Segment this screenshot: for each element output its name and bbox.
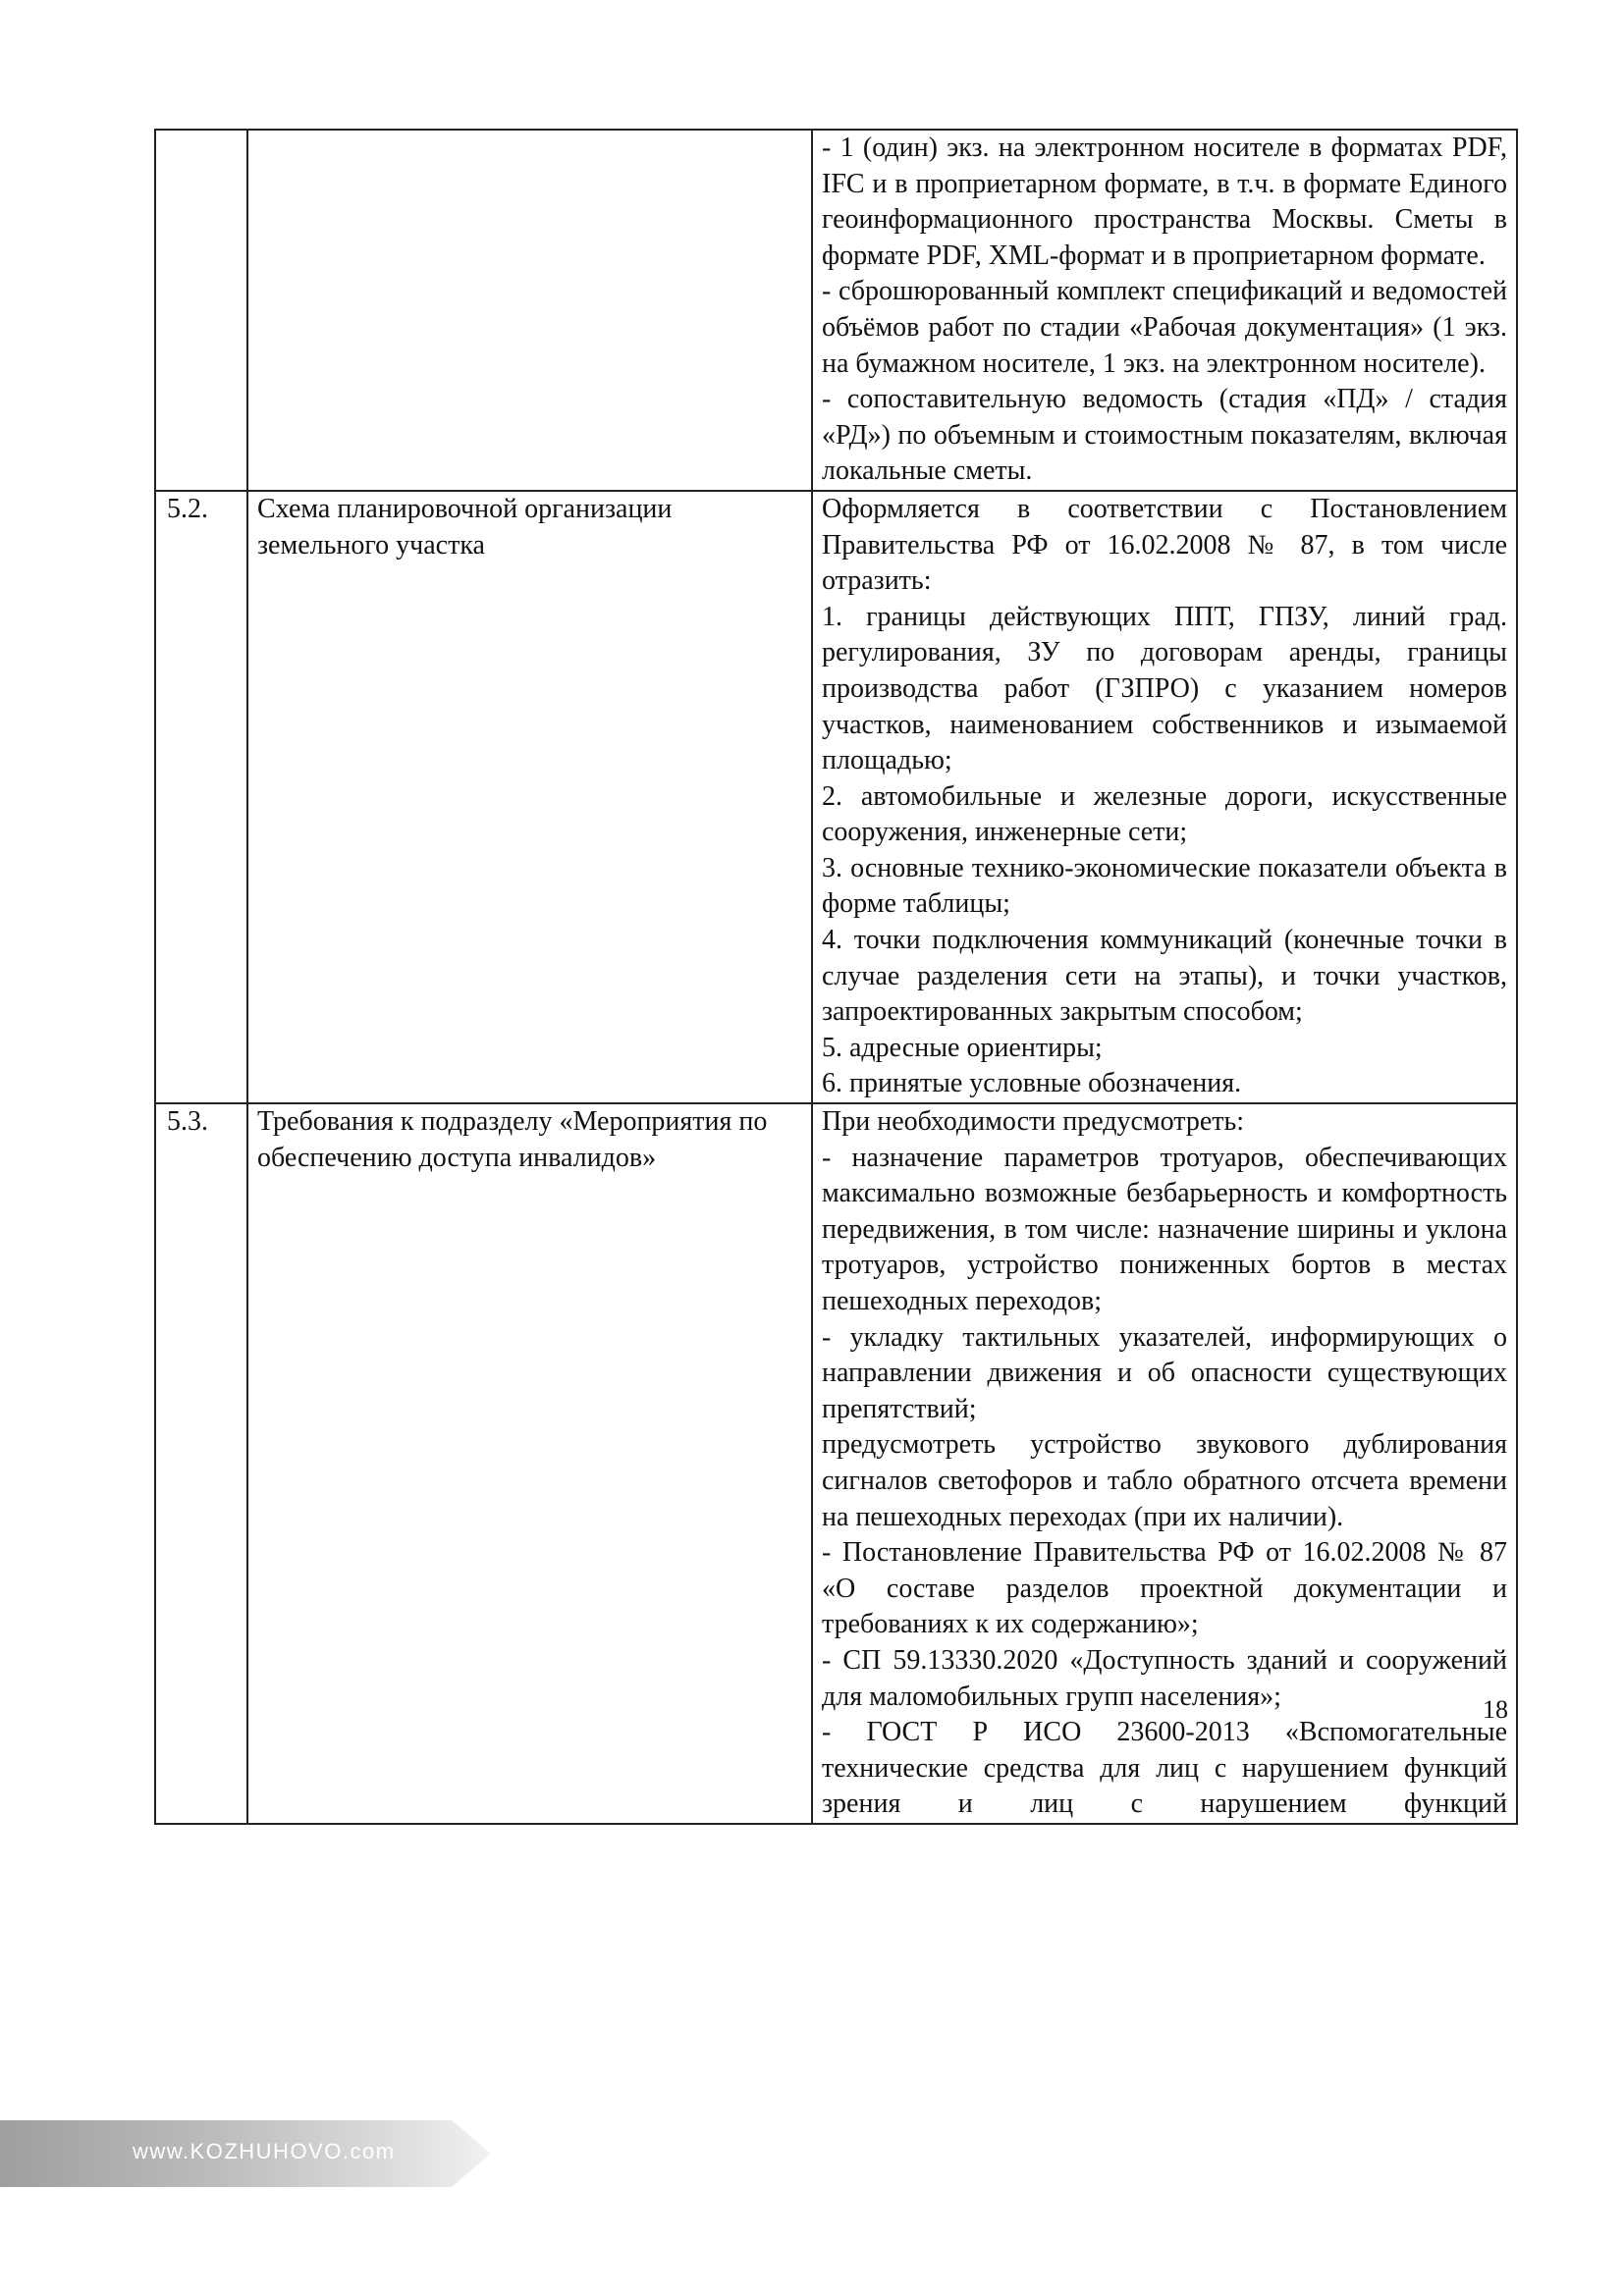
list-item: 1. границы действующих ППТ, ГПЗУ, линий град. регулирования, ЗУ по договорам аренды, границы производства работ (ГЗПРО) с указанием номеров участков, наименованием собственников и изымаемой площадью; [822,601,1507,776]
row-title: Схема планировочной организации земельного участка [247,491,812,1103]
site-banner-text: www.KOZHUHOVO.com [133,2139,396,2163]
list-item: - СП 59.13330.2020 «Доступность зданий и сооружений для маломобильных групп населения»; [822,1644,1507,1712]
list-item: 6. принятые условные обозначения. [822,1068,1242,1099]
table-row [155,491,1517,1103]
paragraph: - сопоставительную ведомость (стадия «ПД» / стадия «РД») по объемным и стоимостным показателям, включая локальные сметы. [822,384,1507,487]
row-content [812,491,1517,1103]
list-item: - Постановление Правительства РФ от 16.02.2008 № 87 «О составе разделов проектной документации и требованиях к их содержанию»; [822,1537,1507,1640]
paragraph: Оформляется в соответствии с Постановлением Правительства РФ от 16.02.2008 № 87, в том числе отразить: [822,493,1507,597]
row-number [155,130,247,491]
page-number: 18 [1483,1695,1508,1724]
row-content [812,1103,1517,1824]
table-row [155,130,1517,491]
paragraph: - 1 (один) экз. на электронном носителе в форматах PDF, IFC и в проприетарном формате, в т.ч. в формате Единого геоинформационного пространства Москвы. Сметы в формате PDF, XML-формат и в проприетарном формате. [822,133,1507,271]
row-title [247,130,812,491]
requirements-table [154,129,1518,1825]
paragraph: При необходимости предусмотреть: [822,1106,1245,1138]
list-item: - укладку тактильных указателей, информирующих о направлении движения и об опасности существующих препятствий; [822,1321,1507,1424]
paragraph: предусмотреть устройство звукового дублирования сигналов светофоров и табло обратного отсчета времени на пешеходных переходах (при их наличии). [822,1429,1507,1532]
list-item: - ГОСТ Р ИСО 23600-2013 «Вспомогательные технические средства для лиц с нарушением функций зрения и лиц с нарушением функций [822,1717,1507,1820]
list-item: 2. автомобильные и железные дороги, искусственные сооружения, инженерные сети; [822,780,1507,848]
row-title: Требования к подразделу «Мероприятия по обеспечению доступа инвалидов» [247,1103,812,1824]
list-item: 5. адресные ориентиры; [822,1032,1103,1063]
list-item: - назначение параметров тротуаров, обеспечивающих максимально возможные безбарьерность и комфортность передвижения, в том числе: назначение ширины и уклона тротуаров, устройство пониженных бортов в местах пешеходных переходов; [822,1142,1507,1316]
list-item: 3. основные технико-экономические показатели объекта в форме таблицы; [822,852,1507,920]
paragraph: - сброшюрованный комплект спецификаций и ведомостей объёмов работ по стадии «Рабочая документация» (1 экз. на бумажном носителе, 1 экз. на электронном носителе). [822,276,1507,379]
row-content [812,130,1517,491]
table-row [155,1103,1517,1824]
row-number: 5.2. [155,491,247,1103]
list-item: 4. точки подключения коммуникаций (конечные точки в случае разделения сети на этапы), и точки участков, запроектированных закрытым способом; [822,925,1507,1028]
row-number: 5.3. [155,1103,247,1824]
